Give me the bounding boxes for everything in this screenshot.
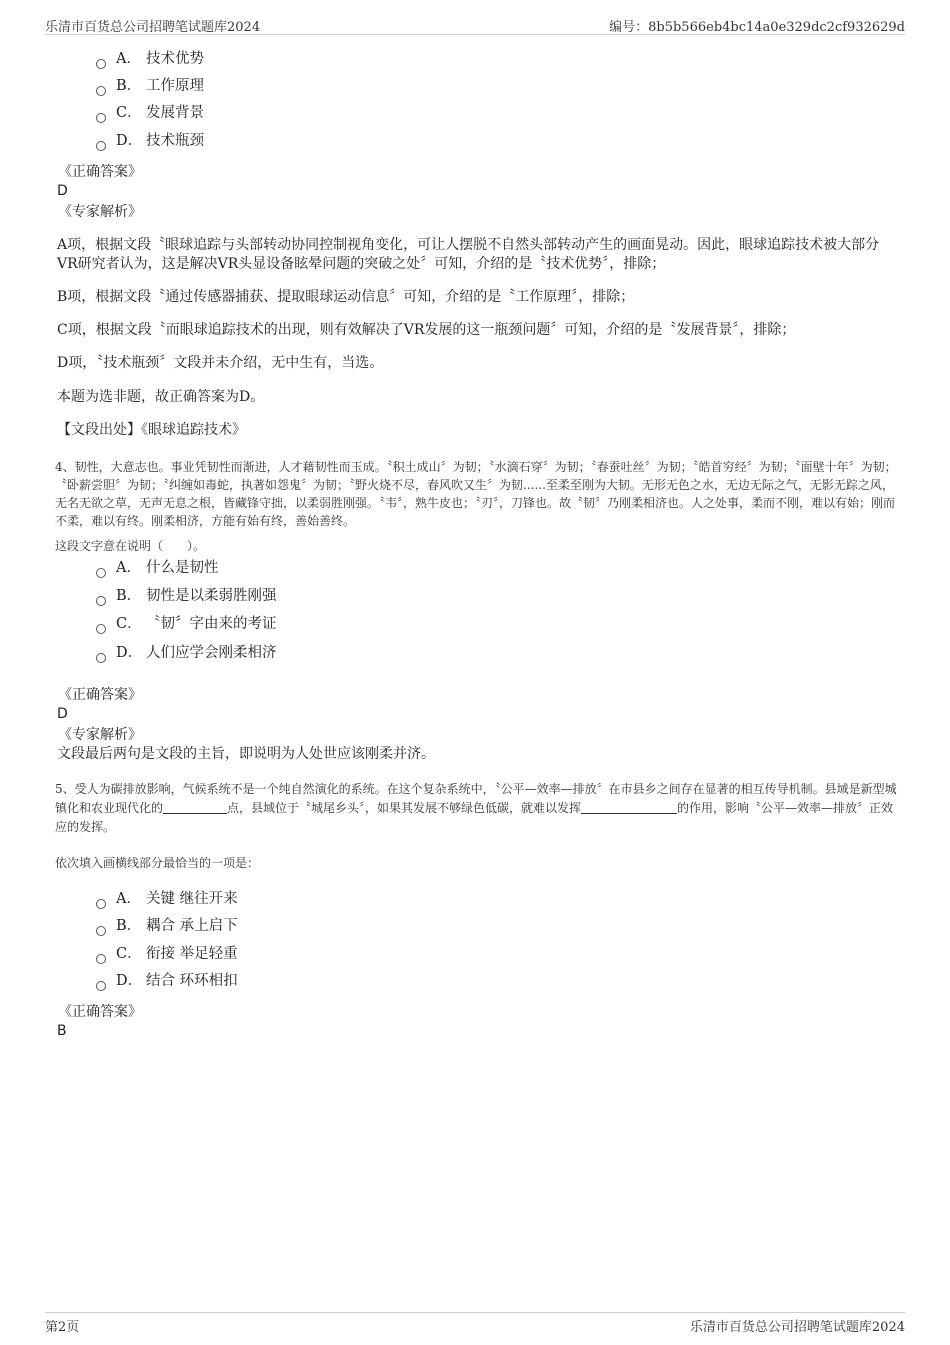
q4-analysis-label: 《专家解析》 (58, 727, 142, 743)
q3-analysis-a: A项，根据文段〝眼球追踪与头部转动协同控制视角变化，可让人摆脱不自然头部转动产生的画面晃动。因此，眼球追踪技术被大部分VR研究者认为，这是解决VR头显设备眩晕问题的突破之处〞可知，介绍的是〝技术优势〞，排除； (57, 237, 880, 272)
radio-icon[interactable] (96, 86, 106, 96)
radio-icon[interactable] (96, 59, 106, 69)
q3-conclusion: 本题为选非题，故正确答案为D。 (57, 389, 265, 405)
blank-1 (163, 801, 227, 814)
radio-icon[interactable] (96, 568, 106, 578)
q4-option-d[interactable]: D． 人们应学会刚柔相济 (96, 642, 277, 664)
page-footer (45, 1312, 905, 1337)
radio-icon[interactable] (96, 653, 106, 663)
q3-analysis-c: C项，根据文段〝而眼球追踪技术的出现，则有效解决了VR发展的这一瓶颈问题〞可知，介绍的是〝发展背景〞，排除； (57, 322, 796, 338)
radio-icon[interactable] (96, 981, 106, 991)
q3-analysis-label: 《专家解析》 (58, 204, 142, 220)
page-number: 第2页 (45, 1320, 80, 1335)
q5-option-c[interactable]: C． 衔接 举足轻重 (96, 943, 238, 965)
radio-icon[interactable] (96, 926, 106, 936)
q4-option-c[interactable]: C． 〝韧〞字由来的考证 (96, 613, 277, 635)
q5-option-d[interactable]: D． 结合 环环相扣 (96, 970, 238, 992)
q4-stem: 4、韧性，大意志也。事业凭韧性而渐进，人才藉韧性而玉成。〝积土成山〞为韧；〝水滴石穿〞为韧；〝春蚕吐丝〞为韧；〝皓首穷经〞为韧；〝面壁十年〞为韧；〝卧薪尝胆〞为韧；〝纠缠如毒蛇，执著如怨鬼〞为韧；〝野火烧不尽，春风吹又生〞为韧......至柔至刚为大韧。无形无色之水，无边无际之气，无影无踪之风，无名无欲之草，无声无息之根，皆藏锋守拙，以柔弱胜刚强。〝韦〞，熟牛皮也；〝刃〞，刀锋也。故〝韧〞乃刚柔相济也。人之处事，柔而不刚，难以有始；刚而不柔，难以有终。刚柔相济，方能有始有终，善始善终。 (55, 460, 897, 528)
q3-option-b[interactable]: B． 工作原理 (96, 75, 204, 97)
radio-icon[interactable] (96, 596, 106, 606)
page-header (45, 14, 905, 35)
q5-question: 依次填入画横线部分最恰当的一项是： (55, 856, 260, 870)
document-id: 编号：8b5b566eb4bc14a0e329dc2cf932629d (609, 20, 905, 35)
radio-icon[interactable] (96, 954, 106, 964)
q4-option-a[interactable]: A． 什么是韧性 (96, 557, 219, 579)
q5-answer: B (57, 1023, 67, 1039)
blank-2 (581, 801, 677, 814)
q3-option-c[interactable]: C． 发展背景 (96, 102, 204, 124)
q3-source: 【文段出处】《眼球追踪技术》 (57, 422, 246, 438)
q3-analysis-d: D项，〝技术瓶颈〞文段并未介绍，无中生有，当选。 (57, 355, 384, 371)
q4-analysis: 文段最后两句是文段的主旨，即说明为人处世应该刚柔并济。 (57, 746, 435, 762)
radio-icon[interactable] (96, 141, 106, 151)
q3-analysis-b: B项，根据文段〝通过传感器捕获、提取眼球运动信息〞可知，介绍的是〝工作原理〞，排除； (57, 289, 635, 305)
q3-option-d[interactable]: D． 技术瓶颈 (96, 130, 204, 152)
radio-icon[interactable] (96, 113, 106, 123)
q4-answer-label: 《正确答案》 (58, 687, 142, 703)
q5-answer-label: 《正确答案》 (58, 1004, 142, 1020)
footer-title: 乐清市百货总公司招聘笔试题库2024 (689, 1320, 905, 1335)
header-title: 乐清市百货总公司招聘笔试题库2024 (45, 20, 261, 35)
q4-answer: D (57, 706, 68, 722)
q3-option-a[interactable]: A． 技术优势 (96, 48, 204, 70)
q3-answer: D (57, 183, 68, 199)
q5-stem: 5、受人为碳排放影响，气候系统不是一个纯自然演化的系统。在这个复杂系统中，〝公平—效率—排放〞在市县乡之间存在显著的相互传导机制。县域是新型城镇化和农业现代化的 点，县域位于〝城尾乡头〞，如果其发展不够绿色低碳，就难以发挥 的作用，影响〝公平—效率—排放〞正效应的发挥。 (55, 782, 897, 834)
q3-answer-label: 《正确答案》 (58, 164, 142, 180)
q5-option-b[interactable]: B． 耦合 承上启下 (96, 915, 238, 937)
q5-option-a[interactable]: A． 关键 继往开来 (96, 888, 238, 910)
radio-icon[interactable] (96, 899, 106, 909)
q4-option-b[interactable]: B． 韧性是以柔弱胜刚强 (96, 585, 277, 607)
q4-question: 这段文字意在说明（ ）。 (55, 539, 206, 553)
radio-icon[interactable] (96, 624, 106, 634)
